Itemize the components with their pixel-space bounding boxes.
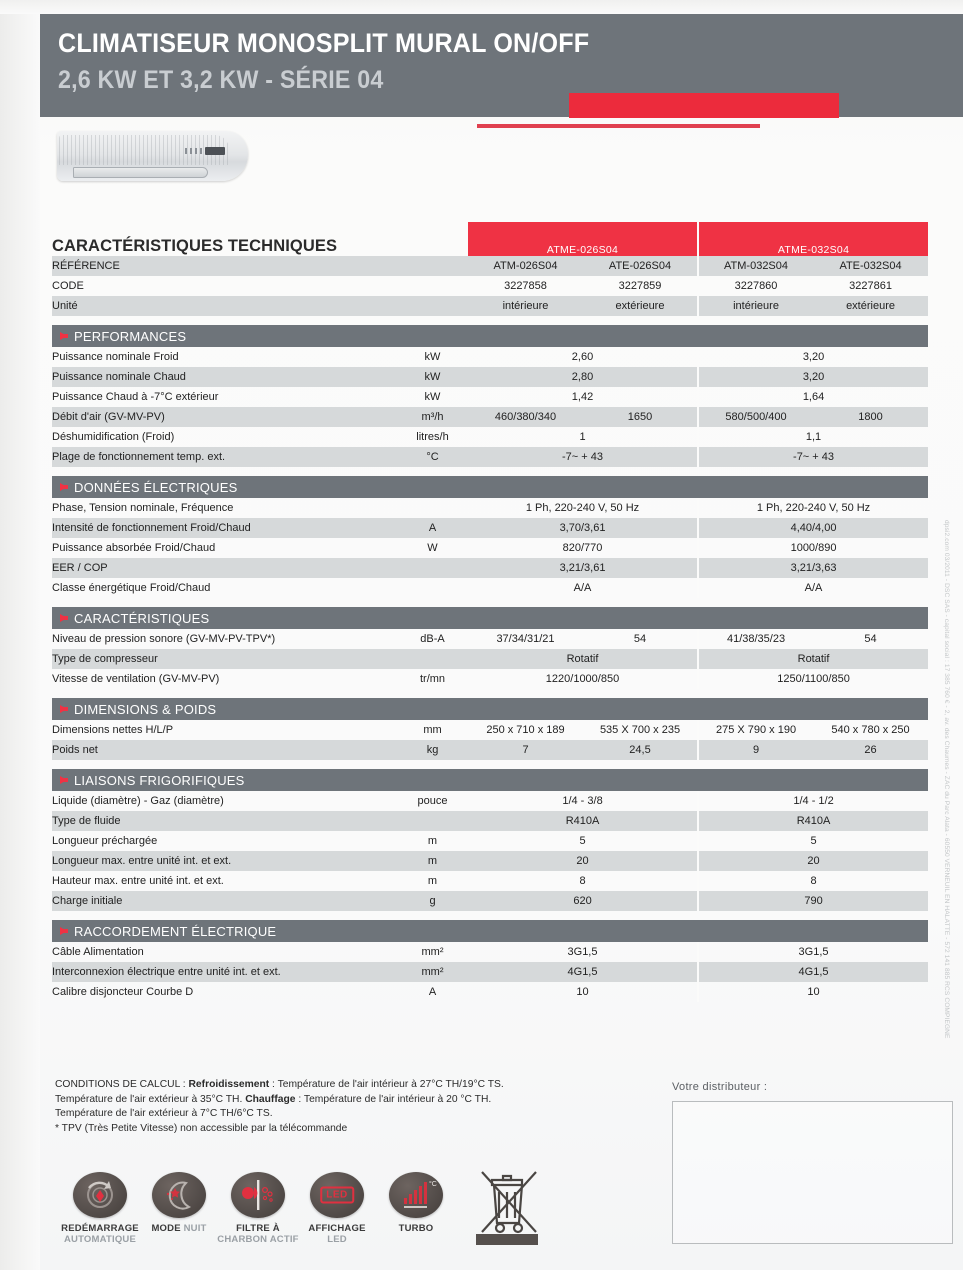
- row-unit: mm²: [421, 946, 444, 958]
- row-unit: A: [397, 518, 468, 538]
- row-value: 3227860: [734, 280, 778, 292]
- row-label: Calibre disjoncteur Courbe D: [52, 986, 194, 998]
- row-label: Interconnexion électrique entre unité int. et ext.: [52, 962, 397, 982]
- row-label: CODE: [52, 280, 84, 292]
- row-label: EER / COP: [52, 558, 397, 578]
- row-value: 1,42: [468, 387, 698, 407]
- row-value: 540 x 780 x 250: [831, 724, 910, 736]
- header-accent-block: [569, 93, 839, 118]
- row-unit: tr/mn: [419, 673, 446, 685]
- table-gap: [52, 689, 928, 698]
- row-value: R410A: [698, 811, 928, 831]
- row-unit: [397, 498, 468, 518]
- row-value: 26: [813, 740, 928, 760]
- row-value: 2,60: [468, 347, 698, 367]
- row-label: Débit d'air (GV-MV-PV): [52, 407, 397, 427]
- product-air-outlet: [73, 167, 208, 178]
- row-label: Phase, Tension nominale, Fréquence: [52, 502, 234, 514]
- header-accent-line: [477, 124, 760, 128]
- row-unit: m: [397, 851, 468, 871]
- section-arrow-icon: [60, 332, 67, 340]
- row-label: Liquide (diamètre) - Gaz (diamètre): [52, 795, 224, 807]
- row-unit: kg: [397, 740, 468, 760]
- row-label: Plage de fonctionnement temp. ext.: [52, 447, 397, 467]
- section-header-5: [52, 920, 928, 942]
- table-row: [52, 831, 928, 851]
- row-label: Câble Alimentation: [52, 946, 144, 958]
- feature-label: TURBO: [398, 1223, 434, 1234]
- section-header-cell: [52, 325, 928, 347]
- technical-spec-table: [52, 222, 928, 1002]
- legal-vertical-text: dpsi2.com 03/2011 - DSC SAS - capital social : 17 385 760 € - 2, av. des Chaumes - ZAC du Parc Alata - 60550 VERNEUIL EN HALATTE - 572 141 885 RCS COMPIEGNE: [943, 520, 950, 1039]
- turbo-icon: [389, 1172, 443, 1218]
- table-row: [52, 962, 928, 982]
- weee-black-bar: [476, 1234, 538, 1245]
- section-title: RACCORDEMENT ÉLECTRIQUE: [74, 923, 277, 939]
- row-value: 460/380/340: [468, 407, 583, 427]
- section-header-cell: [52, 769, 928, 791]
- table-row: [52, 387, 928, 407]
- section-header-0: [52, 325, 928, 347]
- row-label: Intensité de fonctionnement Froid/Chaud: [52, 518, 397, 538]
- row-unit: g: [397, 891, 468, 911]
- row-label: Déshumidification (Froid): [52, 431, 175, 443]
- gap-cell: [52, 467, 928, 476]
- row-label: Puissance absorbée Froid/Chaud: [52, 542, 216, 554]
- section-header-3: [52, 698, 928, 720]
- row-value: 790: [698, 891, 928, 911]
- carbon-filter-glyph: [231, 1172, 285, 1218]
- technical-spec-table-wrapper: [52, 222, 928, 1002]
- row-value: 1/4 - 3/8: [468, 791, 698, 811]
- row-unit: m: [427, 835, 438, 847]
- table-row: [52, 296, 928, 316]
- row-value: ATE-026S04: [583, 256, 698, 276]
- row-label: Vitesse de ventilation (GV-MV-PV): [52, 673, 220, 685]
- row-value: extérieure: [813, 296, 928, 316]
- night-mode-icon: [152, 1172, 206, 1218]
- row-value: -7~ + 43: [698, 447, 928, 467]
- section-header-cell: [52, 476, 928, 498]
- gap-cell: [52, 689, 928, 698]
- note-line-1-rest: : Température de l'air intérieur à 27°C TH/19°C TS.: [269, 1079, 504, 1090]
- row-unit: mm: [423, 724, 442, 736]
- note-line-1-bold: Refroidissement: [188, 1079, 270, 1090]
- row-value: 10: [807, 986, 820, 998]
- table-gap: [52, 467, 928, 476]
- row-label: Unité: [52, 296, 468, 316]
- table-row: [52, 891, 928, 911]
- row-value: 620: [468, 891, 698, 911]
- table-row: [52, 558, 928, 578]
- note-line-4: * TPV (Très Petite Vitesse) non accessible par la télécommande: [55, 1122, 348, 1134]
- row-value: 2,80: [468, 367, 698, 387]
- note-line-1-prefix: CONDITIONS DE CALCUL :: [55, 1079, 189, 1090]
- row-value: A/A: [804, 582, 823, 594]
- table-caption-row: [52, 222, 928, 256]
- row-value: 20: [468, 851, 698, 871]
- row-value: 8: [468, 871, 698, 891]
- gap-cell: [52, 911, 928, 920]
- table-row: [52, 538, 928, 558]
- table-row: [52, 407, 928, 427]
- row-value: extérieure: [583, 296, 698, 316]
- section-header-4: [52, 769, 928, 791]
- section-arrow-icon: [60, 776, 67, 784]
- product-photo-indoor-unit: [57, 129, 248, 187]
- row-value: 4G1,5: [698, 962, 928, 982]
- row-value: 1650: [583, 407, 698, 427]
- gap-cell: [52, 598, 928, 607]
- table-row: [52, 811, 928, 831]
- table-row: [52, 669, 928, 689]
- table-gap: [52, 760, 928, 769]
- row-value: 1,1: [805, 431, 822, 443]
- row-unit: kW: [397, 367, 468, 387]
- row-value: 1 Ph, 220-240 V, 50 Hz: [756, 502, 871, 514]
- page-title: CLIMATISEUR MONOSPLIT MURAL ON/OFF: [58, 28, 590, 58]
- row-value: 1 Ph, 220-240 V, 50 Hz: [468, 498, 698, 518]
- row-value: 820/770: [468, 538, 698, 558]
- note-line-1: [55, 1078, 645, 1093]
- row-value: 5: [810, 835, 817, 847]
- row-value: 535 X 700 x 235: [583, 720, 698, 740]
- table-caption: CARACTÉRISTIQUES TECHNIQUES: [52, 237, 338, 255]
- row-value: 54: [864, 633, 877, 645]
- distributor-stamp-box: [672, 1101, 953, 1244]
- row-label: Puissance Chaud à -7°C extérieur: [52, 391, 219, 403]
- row-unit: m³/h: [397, 407, 468, 427]
- page-left-edge: [0, 0, 40, 1270]
- section-arrow-icon: [60, 927, 67, 935]
- row-label: Longueur préchargée: [52, 835, 158, 847]
- row-value: Rotatif: [468, 649, 698, 669]
- row-label: Longueur max. entre unité int. et ext.: [52, 851, 397, 871]
- section-header-cell: [52, 607, 928, 629]
- table-row: [52, 720, 928, 740]
- table-row: [52, 942, 928, 962]
- note-line-2-prefix: Température de l'air extérieur à 35°C TH.: [55, 1093, 246, 1105]
- weee-crossed-bin-icon: [470, 1168, 548, 1230]
- section-title: DIMENSIONS & POIDS: [74, 701, 217, 717]
- row-value: 3,20: [802, 351, 825, 363]
- table-row: [52, 982, 928, 1002]
- row-unit: kW: [424, 351, 441, 363]
- section-title: LIAISONS FRIGORIFIQUES: [74, 772, 245, 788]
- row-value: 41/38/35/23: [726, 633, 786, 645]
- row-unit: A: [428, 986, 437, 998]
- row-value: 275 X 790 x 190: [715, 724, 797, 736]
- row-value: -7~ + 43: [468, 447, 698, 467]
- row-unit: [397, 558, 468, 578]
- row-value: R410A: [468, 811, 698, 831]
- row-unit: [397, 649, 468, 669]
- product-indicator-dots: [185, 148, 203, 154]
- row-unit: [397, 811, 468, 831]
- row-value: 54: [583, 629, 698, 649]
- section-header-1: [52, 476, 928, 498]
- row-value: intérieure: [698, 296, 813, 316]
- feature-label: MODE NUIT: [151, 1223, 207, 1234]
- row-value: 7: [468, 740, 583, 760]
- row-label: Classe énergétique Froid/Chaud: [52, 582, 211, 594]
- row-value: 1: [468, 427, 698, 447]
- row-value: 1250/1100/850: [777, 673, 850, 685]
- table-row: [52, 347, 928, 367]
- note-line-2: [55, 1093, 645, 1108]
- auto-restart-icon: [73, 1172, 127, 1218]
- product-grille-lines: [59, 135, 229, 165]
- row-value: 9: [698, 740, 813, 760]
- row-value: intérieure: [468, 296, 583, 316]
- feature-label: AFFICHAGE: [308, 1223, 366, 1234]
- table-row: [52, 256, 928, 276]
- row-value: 3227858: [504, 280, 547, 292]
- feature-label: REDÉMARRAGE: [61, 1223, 139, 1234]
- row-value: A/A: [468, 578, 698, 598]
- table-row: [52, 427, 928, 447]
- section-arrow-icon: [60, 483, 67, 491]
- row-value: 3227861: [849, 280, 892, 292]
- section-arrow-icon: [60, 614, 67, 622]
- row-value: 1/4 - 1/2: [793, 795, 834, 807]
- carbon-filter-icon: [231, 1172, 285, 1218]
- row-label: Hauteur max. entre unité int. et ext.: [52, 875, 224, 887]
- row-value: 250 x 710 x 189: [486, 724, 565, 736]
- section-header-2: [52, 607, 928, 629]
- table-row: [52, 791, 928, 811]
- feature-label: FILTRE À: [236, 1223, 280, 1234]
- note-line-3: Température de l'air extérieur à 7°C TH/6°C TS.: [55, 1108, 273, 1119]
- row-value: 20: [698, 851, 928, 871]
- table-row: [52, 740, 928, 760]
- section-arrow-icon: [60, 705, 67, 713]
- row-label: Puissance nominale Froid: [52, 351, 179, 363]
- row-value: 10: [468, 982, 698, 1002]
- table-row: [52, 871, 928, 891]
- svg-text:°C: °C: [429, 1181, 437, 1188]
- row-value: 3227859: [583, 276, 698, 296]
- table-row: [52, 578, 928, 598]
- model-header-1: ATME-032S04: [698, 222, 928, 256]
- row-label: RÉFÉRENCE: [52, 256, 468, 276]
- feature-sublabel: CHARBON ACTIF: [217, 1234, 299, 1245]
- row-value: 5: [468, 831, 698, 851]
- row-value: 37/34/31/21: [496, 633, 555, 645]
- row-unit: mm²: [397, 962, 468, 982]
- row-value: 3,70/3,61: [468, 518, 698, 538]
- row-value: 1800: [813, 407, 928, 427]
- turbo-glyph: [389, 1172, 443, 1218]
- page-top-edge: [0, 0, 963, 14]
- table-gap: [52, 316, 928, 325]
- auto-restart-glyph: [73, 1172, 127, 1218]
- row-label: Type de fluide: [52, 811, 397, 831]
- product-display-window: [205, 147, 225, 155]
- gap-cell: [52, 316, 928, 325]
- row-unit: m: [427, 875, 438, 887]
- row-value: ATM-032S04: [698, 256, 813, 276]
- model-header-0: ATME-026S04: [468, 222, 698, 256]
- row-unit: kW: [424, 391, 441, 403]
- gap-cell: [52, 760, 928, 769]
- row-value: ATE-032S04: [813, 256, 928, 276]
- calculation-conditions-note: [55, 1078, 645, 1136]
- row-label: Puissance nominale Chaud: [52, 367, 397, 387]
- table-row: [52, 518, 928, 538]
- row-value: 4G1,5: [468, 962, 698, 982]
- section-title: CARACTÉRISTIQUES: [74, 610, 210, 626]
- row-unit: [397, 578, 468, 598]
- feature-sublabel: NUIT: [183, 1223, 207, 1234]
- technical-spec-table-body: [52, 222, 928, 1002]
- night-mode-glyph: [152, 1172, 206, 1218]
- row-value: 3G1,5: [468, 942, 698, 962]
- row-label: Poids net: [52, 740, 397, 760]
- table-gap: [52, 911, 928, 920]
- row-unit: litres/h: [416, 431, 449, 443]
- row-value: 1,64: [802, 391, 825, 403]
- row-value: 3,20: [698, 367, 928, 387]
- row-label: Niveau de pression sonore (GV-MV-PV-TPV*): [52, 633, 276, 645]
- feature-sublabel: AUTOMATIQUE: [63, 1234, 137, 1245]
- row-label: Type de compresseur: [52, 649, 397, 669]
- row-value: 3,21/3,63: [698, 558, 928, 578]
- row-unit: °C: [397, 447, 468, 467]
- row-value: 3,21/3,61: [468, 558, 698, 578]
- row-value: ATM-026S04: [468, 256, 583, 276]
- row-unit: W: [427, 542, 438, 554]
- table-row: [52, 629, 928, 649]
- section-title: DONNÉES ÉLECTRIQUES: [74, 479, 238, 495]
- table-row: [52, 851, 928, 871]
- table-row: [52, 276, 928, 296]
- distributor-label: Votre distributeur :: [672, 1081, 768, 1093]
- feature-sublabel: LED: [327, 1234, 347, 1245]
- row-value: 3G1,5: [798, 946, 829, 958]
- row-value: 4,40/4,00: [698, 518, 928, 538]
- table-row: [52, 649, 928, 669]
- row-label: Dimensions nettes H/L/P: [52, 724, 174, 736]
- row-label: Charge initiale: [52, 891, 397, 911]
- row-unit: dB-A: [420, 633, 445, 645]
- row-unit: pouce: [417, 795, 448, 807]
- section-title: PERFORMANCES: [74, 328, 187, 344]
- led-badge: LED: [320, 1187, 354, 1204]
- page-subtitle: 2,6 KW ET 3,2 KW - SÉRIE 04: [58, 66, 384, 94]
- row-value: 1000/890: [790, 542, 837, 554]
- table-gap: [52, 598, 928, 607]
- row-value: 1220/1000/850: [468, 669, 698, 689]
- note-line-2-bold: Chauffage: [245, 1093, 296, 1105]
- product-body: [57, 131, 248, 181]
- note-line-2-rest: : Température de l'air intérieur à 20 °C TH.: [295, 1093, 492, 1105]
- table-row: [52, 498, 928, 518]
- table-row: [52, 447, 928, 467]
- row-value: 24,5: [583, 740, 698, 760]
- row-value: 8: [810, 875, 817, 887]
- feature-turbo: [368, 1172, 464, 1234]
- section-header-cell: [52, 698, 928, 720]
- section-header-cell: [52, 920, 928, 942]
- led-display-icon: [310, 1172, 364, 1218]
- row-value: 580/500/400: [698, 407, 813, 427]
- table-row: [52, 367, 928, 387]
- row-value: Rotatif: [698, 649, 928, 669]
